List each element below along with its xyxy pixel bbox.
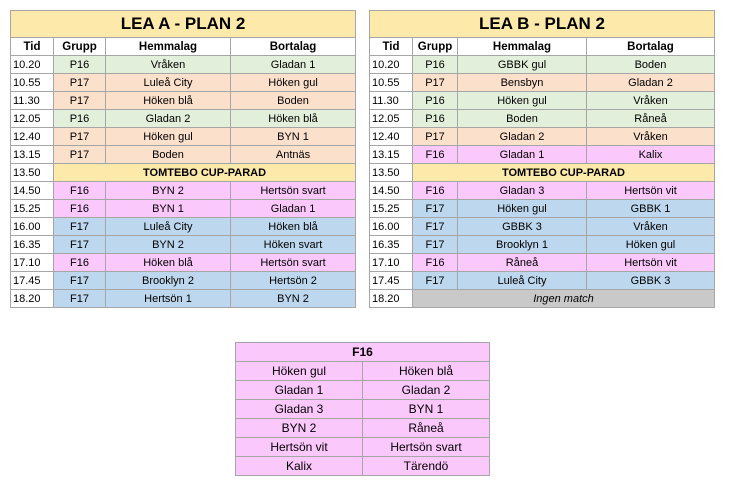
time-cell: 18.20 [370, 290, 413, 308]
table-row [11, 254, 356, 272]
group-cell: F17 [413, 236, 458, 254]
table-row [11, 290, 356, 308]
lea-b-schedule-table [369, 10, 715, 308]
away-team-cell: GBBK 3 [587, 272, 715, 290]
home-team-cell: Höken blå [106, 92, 231, 110]
group-cell: P17 [54, 128, 106, 146]
table-row [11, 56, 356, 74]
table-row [370, 128, 715, 146]
team-cell: Höken gul [236, 362, 363, 381]
time-cell: 13.15 [11, 146, 54, 164]
time-cell: 18.20 [11, 290, 54, 308]
group-cell: F16 [413, 182, 458, 200]
table-row [370, 56, 715, 74]
table-row [11, 272, 356, 290]
away-team-cell: Hertsön svart [231, 254, 356, 272]
table-row [236, 438, 490, 457]
time-cell: 12.40 [370, 128, 413, 146]
group-cell: F17 [413, 272, 458, 290]
team-cell: Kalix [236, 457, 363, 476]
away-team-cell: GBBK 1 [587, 200, 715, 218]
home-team-cell: GBBK 3 [458, 218, 587, 236]
home-team-cell: Hertsön 1 [106, 290, 231, 308]
team-cell: Hertsön svart [363, 438, 490, 457]
lea-b-title: LEA B - PLAN 2 [370, 11, 715, 38]
header-bortalag: Bortalag [231, 38, 356, 56]
time-cell: 15.25 [11, 200, 54, 218]
home-team-cell: Boden [458, 110, 587, 128]
time-cell: 13.15 [370, 146, 413, 164]
group-cell: F17 [54, 290, 106, 308]
time-cell: 12.05 [11, 110, 54, 128]
table-row [11, 74, 356, 92]
lea-a-schedule-table [10, 10, 356, 308]
away-team-cell: Vråken [587, 218, 715, 236]
group-cell: F17 [413, 218, 458, 236]
table-row [11, 146, 356, 164]
group-cell: P16 [413, 56, 458, 74]
time-cell: 10.55 [370, 74, 413, 92]
group-cell: F16 [54, 200, 106, 218]
away-team-cell: Gladan 2 [587, 74, 715, 92]
time-cell: 10.55 [11, 74, 54, 92]
table-row [236, 419, 490, 438]
table-row [11, 128, 356, 146]
away-team-cell: Antnäs [231, 146, 356, 164]
time-cell: 10.20 [11, 56, 54, 74]
home-team-cell: Råneå [458, 254, 587, 272]
time-cell: 17.45 [11, 272, 54, 290]
table-row [370, 146, 715, 164]
home-team-cell: Höken gul [458, 200, 587, 218]
table-row [370, 254, 715, 272]
table-row [370, 272, 715, 290]
group-cell: F17 [54, 236, 106, 254]
table-row [370, 290, 715, 308]
away-team-cell: Kalix [587, 146, 715, 164]
no-match-cell: Ingen match [413, 290, 715, 308]
team-cell: Råneå [363, 419, 490, 438]
table-row [11, 182, 356, 200]
away-team-cell: Boden [587, 56, 715, 74]
home-team-cell: Luleå City [458, 272, 587, 290]
home-team-cell: Bensbyn [458, 74, 587, 92]
time-cell: 16.00 [11, 218, 54, 236]
away-team-cell: Hertsön vit [587, 254, 715, 272]
group-cell: F16 [413, 254, 458, 272]
team-cell: Höken blå [363, 362, 490, 381]
away-team-cell: Höken blå [231, 110, 356, 128]
table-row [11, 92, 356, 110]
away-team-cell: Hertsön vit [587, 182, 715, 200]
table-row [236, 362, 490, 381]
group-cell: P17 [413, 128, 458, 146]
away-team-cell: BYN 2 [231, 290, 356, 308]
away-team-cell: Höken blå [231, 218, 356, 236]
team-cell: Hertsön vit [236, 438, 363, 457]
home-team-cell: Gladan 3 [458, 182, 587, 200]
table-row [370, 200, 715, 218]
time-cell: 16.35 [11, 236, 54, 254]
group-cell: F16 [413, 146, 458, 164]
table-row [370, 110, 715, 128]
home-team-cell: Höken blå [106, 254, 231, 272]
group-cell: P16 [54, 56, 106, 74]
group-cell: P16 [413, 110, 458, 128]
header-bortalag: Bortalag [587, 38, 715, 56]
home-team-cell: Gladan 2 [106, 110, 231, 128]
table-row [236, 381, 490, 400]
table-row [370, 74, 715, 92]
group-cell: P17 [413, 74, 458, 92]
header-grupp: Grupp [54, 38, 106, 56]
f16-rows [236, 362, 490, 476]
away-team-cell: Vråken [587, 128, 715, 146]
group-cell: P17 [54, 146, 106, 164]
f16-title: F16 [236, 343, 490, 362]
home-team-cell: GBBK gul [458, 56, 587, 74]
away-team-cell: Höken gul [231, 74, 356, 92]
team-cell: Tärendö [363, 457, 490, 476]
away-team-cell: Vråken [587, 92, 715, 110]
time-cell: 12.05 [370, 110, 413, 128]
table-row [370, 164, 715, 182]
time-cell: 10.20 [370, 56, 413, 74]
time-cell: 13.50 [11, 164, 54, 182]
header-tid: Tid [370, 38, 413, 56]
home-team-cell: Gladan 2 [458, 128, 587, 146]
table-row [11, 218, 356, 236]
time-cell: 12.40 [11, 128, 54, 146]
home-team-cell: Höken gul [458, 92, 587, 110]
group-cell: F17 [54, 272, 106, 290]
table-row [236, 400, 490, 419]
time-cell: 16.35 [370, 236, 413, 254]
table-row [11, 236, 356, 254]
group-cell: P16 [54, 110, 106, 128]
time-cell: 17.10 [370, 254, 413, 272]
table-row [236, 457, 490, 476]
away-team-cell: BYN 1 [231, 128, 356, 146]
team-cell: BYN 2 [236, 419, 363, 438]
header-hemmalag: Hemmalag [458, 38, 587, 56]
lea-b-rows [370, 56, 715, 308]
group-cell: P17 [54, 74, 106, 92]
group-cell: F16 [54, 182, 106, 200]
table-row [11, 164, 356, 182]
home-team-cell: Vråken [106, 56, 231, 74]
time-cell: 17.10 [11, 254, 54, 272]
time-cell: 15.25 [370, 200, 413, 218]
home-team-cell: BYN 2 [106, 182, 231, 200]
team-cell: BYN 1 [363, 400, 490, 419]
time-cell: 14.50 [370, 182, 413, 200]
group-cell: F17 [54, 218, 106, 236]
header-grupp: Grupp [413, 38, 458, 56]
group-cell: F16 [54, 254, 106, 272]
time-cell: 13.50 [370, 164, 413, 182]
home-team-cell: Luleå City [106, 218, 231, 236]
table-row [370, 182, 715, 200]
away-team-cell: Gladan 1 [231, 200, 356, 218]
home-team-cell: Brooklyn 1 [458, 236, 587, 254]
parade-cell: TOMTEBO CUP-PARAD [413, 164, 715, 182]
table-row [370, 92, 715, 110]
table-row [11, 200, 356, 218]
away-team-cell: Råneå [587, 110, 715, 128]
team-cell: Gladan 2 [363, 381, 490, 400]
header-hemmalag: Hemmalag [106, 38, 231, 56]
lea-a-title: LEA A - PLAN 2 [11, 11, 356, 38]
home-team-cell: Höken gul [106, 128, 231, 146]
time-cell: 16.00 [370, 218, 413, 236]
away-team-cell: Höken svart [231, 236, 356, 254]
group-cell: P17 [54, 92, 106, 110]
away-team-cell: Höken gul [587, 236, 715, 254]
time-cell: 11.30 [370, 92, 413, 110]
time-cell: 11.30 [11, 92, 54, 110]
table-row [370, 218, 715, 236]
table-row [370, 236, 715, 254]
away-team-cell: Hertsön 2 [231, 272, 356, 290]
team-cell: Gladan 3 [236, 400, 363, 419]
table-row [11, 110, 356, 128]
home-team-cell: Brooklyn 2 [106, 272, 231, 290]
home-team-cell: Luleå City [106, 74, 231, 92]
home-team-cell: BYN 1 [106, 200, 231, 218]
away-team-cell: Gladan 1 [231, 56, 356, 74]
lea-a-rows [11, 56, 356, 308]
home-team-cell: BYN 2 [106, 236, 231, 254]
away-team-cell: Hertsön svart [231, 182, 356, 200]
header-tid: Tid [11, 38, 54, 56]
time-cell: 17.45 [370, 272, 413, 290]
home-team-cell: Boden [106, 146, 231, 164]
group-cell: F17 [413, 200, 458, 218]
group-cell: P16 [413, 92, 458, 110]
team-cell: Gladan 1 [236, 381, 363, 400]
f16-teams-table [235, 342, 490, 476]
parade-cell: TOMTEBO CUP-PARAD [54, 164, 356, 182]
away-team-cell: Boden [231, 92, 356, 110]
time-cell: 14.50 [11, 182, 54, 200]
home-team-cell: Gladan 1 [458, 146, 587, 164]
